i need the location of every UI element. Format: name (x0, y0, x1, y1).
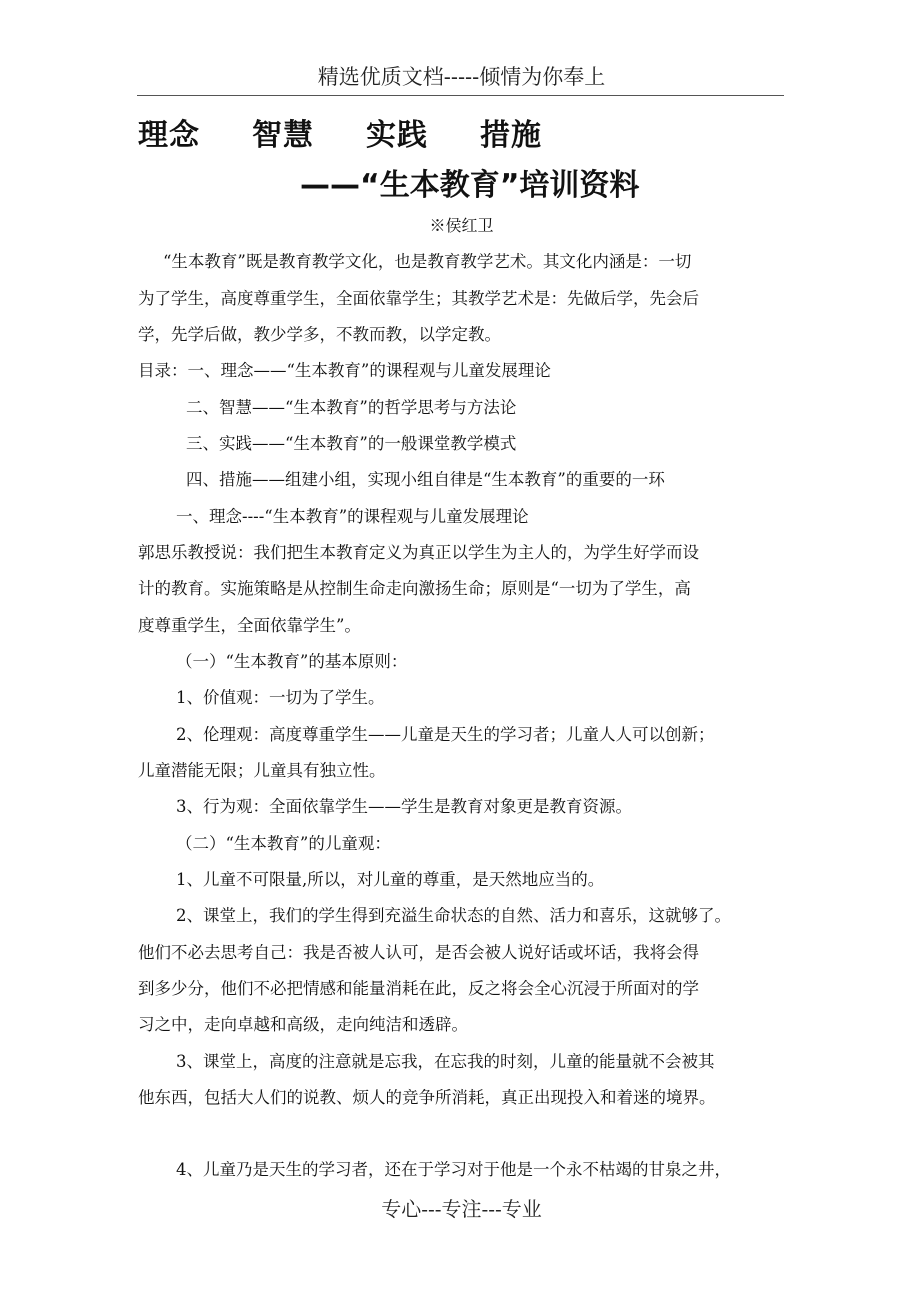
paragraph-line: 他东西，包括大人们的说教、烦人的竞争所消耗，真正出现投入和着迷的境界。 (138, 1088, 716, 1107)
list-item: 2、伦理观：高度尊重学生——儿童是天生的学习者；儿童人人可以创新； (176, 725, 715, 744)
paragraph-line: 为了学生，高度尊重学生，全面依靠学生；其教学艺术是：先做后学，先会后 (138, 289, 699, 308)
title-part: 智慧 (252, 118, 314, 153)
header-divider (137, 95, 784, 96)
page-footer: 专心---专注---专业 (381, 1197, 542, 1221)
list-item: 1、儿童不可限量,所以，对儿童的尊重，是天然地应当的。 (176, 870, 605, 889)
toc-line: 二、智慧——“生本教育”的哲学思考与方法论 (186, 398, 517, 417)
author-line: ※侯红卫 (429, 216, 494, 235)
paragraph-line: 学，先学后做，教少学多，不教而教，以学定教。 (138, 325, 501, 344)
list-item: 4、儿童乃是天生的学习者，还在于学习对于他是一个永不枯竭的甘泉之井， (176, 1160, 731, 1179)
paragraph-line: 郭思乐教授说：我们把生本教育定义为真正以学生为主人的，为学生好学而设 (138, 543, 699, 562)
toc-line: 四、措施——组建小组，实现小组自律是“生本教育”的重要的一环 (186, 470, 665, 489)
document-subtitle: ——“生本教育”培训资料 (300, 168, 640, 203)
list-item: 3、课堂上，高度的注意就是忘我，在忘我的时刻，儿童的能量就不会被其 (176, 1052, 715, 1071)
section-heading: 一、理念----“生本教育”的课程观与儿童发展理论 (176, 507, 529, 526)
title-part: 实践 (366, 118, 428, 153)
list-item: 2、课堂上，我们的学生得到充溢生命状态的自然、活力和喜乐，这就够了。 (176, 906, 731, 925)
list-item: 3、行为观：全面依靠学生——学生是教育对象更是教育资源。 (176, 797, 632, 816)
document-title (138, 114, 594, 158)
title-part: 理念 (138, 118, 200, 153)
subsection-heading: （一）“生本教育”的基本原则： (176, 652, 408, 671)
subsection-heading: （二）“生本教育”的儿童观： (176, 834, 391, 853)
paragraph-line: “生本教育”既是教育教学文化，也是教育教学艺术。其文化内涵是：一切 (163, 252, 692, 271)
list-item: 1、价值观：一切为了学生。 (176, 688, 385, 707)
paragraph-line: 他们不必去思考自己：我是否被人认可，是否会被人说好话或坏话，我将会得 (138, 943, 699, 962)
paragraph-line: 计的教育。实施策略是从控制生命走向激扬生命；原则是“一切为了学生，高 (138, 579, 691, 598)
paragraph-line: 到多少分，他们不必把情感和能量消耗在此，反之将会全心沉浸于所面对的学 (138, 979, 699, 998)
toc-line: 三、实践——“生本教育”的一般课堂教学模式 (186, 434, 517, 453)
paragraph-line: 习之中，走向卓越和高级，走向纯洁和透辟。 (138, 1015, 468, 1034)
title-part: 措施 (480, 118, 542, 153)
paragraph-line: 度尊重学生，全面依靠学生”。 (138, 616, 361, 635)
toc-line: 目录：一、理念——“生本教育”的课程观与儿童发展理论 (138, 361, 551, 380)
paragraph-line: 儿童潜能无限；儿童具有独立性。 (138, 761, 386, 780)
page-header: 精选优质文档-----倾情为你奉上 (317, 65, 606, 89)
